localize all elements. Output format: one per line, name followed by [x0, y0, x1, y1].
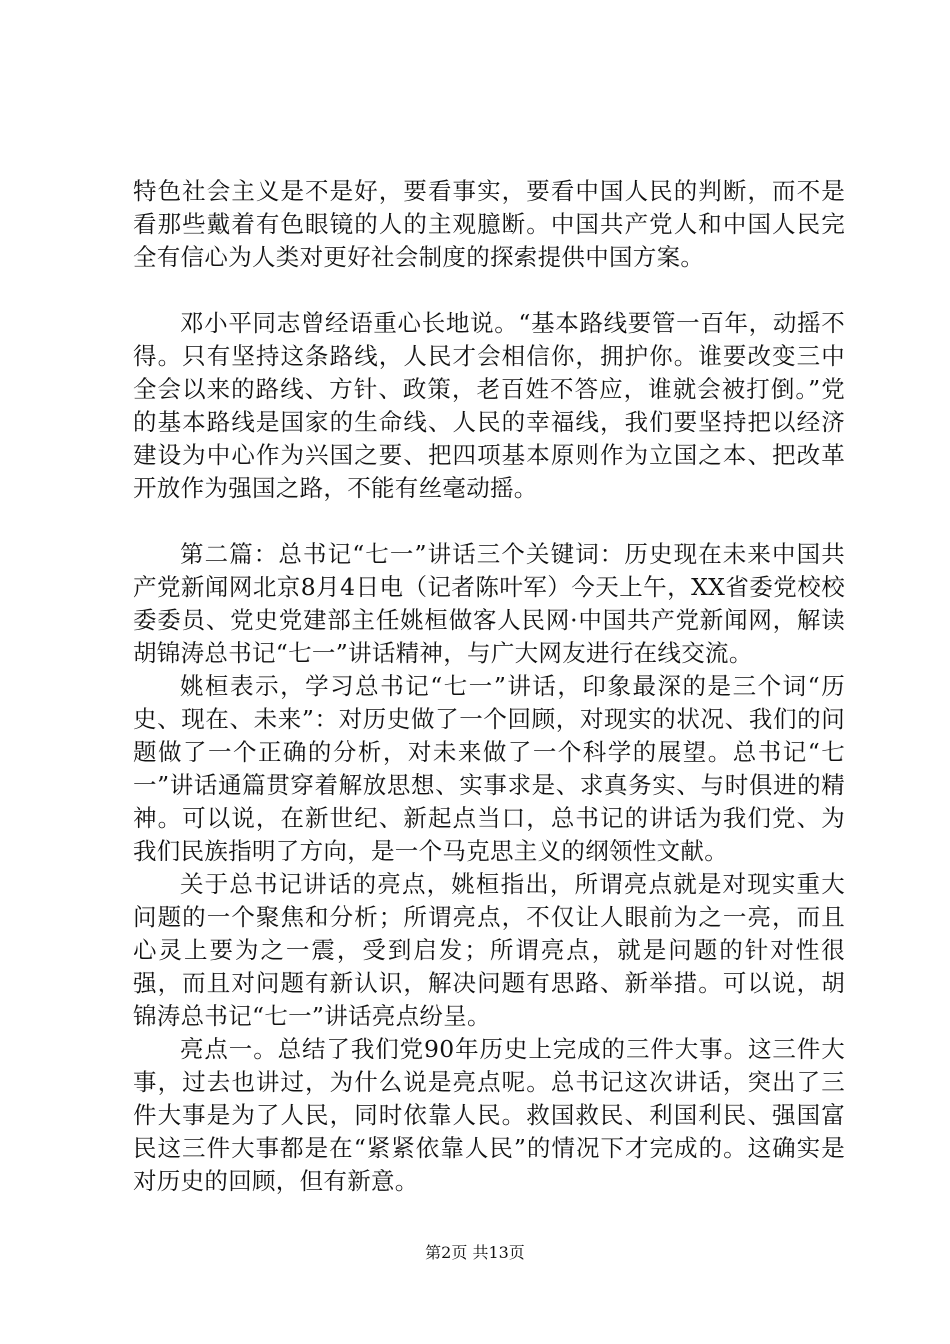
paragraph-section-two-intro: 第二篇：总书记“七一”讲话三个关键词：历史现在未来中国共产党新闻网北京8月4日电（记者陈叶军）今天上午，XX省委党校校委委员、党史党建部主任姚桓做客人民网·中国共产党新闻网，解读胡锦涛总书记“七一”讲话精神，与广大网友进行在线交流。: [133, 540, 845, 667]
paragraph-keywords: 姚桓表示，学习总书记“七一”讲话，印象最深的是三个词“历史、现在、未来”：对历史做了一个回顾，对现实的状况、我们的问题做了一个正确的分析，对未来做了一个科学的展望。总书记“七一”讲话通篇贯穿着解放思想、实事求是、求真务实、与时俱进的精神。可以说，在新世纪、新起点当口，总书记的讲话为我们党、为我们民族指明了方向，是一个马克思主义的纲领性文献。: [133, 672, 845, 865]
document-body: [133, 175, 845, 1198]
paragraph-gap: [133, 274, 845, 307]
paragraph-highlight-one: 亮点一。总结了我们党90年历史上完成的三件大事。这三件大事，过去也讲过，为什么说是亮点呢。总书记这次讲话，突出了三件大事是为了人民，同时依靠人民。救国救民、利国利民、强国富民这三件大事都是在“紧紧依靠人民”的情况下才完成的。这确实是对历史的回顾，但有新意。: [133, 1035, 845, 1195]
paragraph-gap: [133, 505, 845, 538]
page-footer: [0, 1243, 950, 1263]
page-number-indicator: 第2页 共13页: [425, 1243, 525, 1262]
paragraph-highlights: 关于总书记讲话的亮点，姚桓指出，所谓亮点就是对现实重大问题的一个聚焦和分析；所谓亮点，不仅让人眼前为之一亮，而且心灵上要为之一震，受到启发；所谓亮点，就是问题的针对性很强，而且对问题有新认识，解决问题有思路、新举措。可以说，胡锦涛总书记“七一”讲话亮点纷呈。: [133, 870, 845, 1030]
paragraph-continuation: 特色社会主义是不是好，要看事实，要看中国人民的判断，而不是看那些戴着有色眼镜的人的主观臆断。中国共产党人和中国人民完全有信心为人类对更好社会制度的探索提供中国方案。: [133, 177, 845, 271]
paragraph-deng-quote: 邓小平同志曾经语重心长地说。“基本路线要管一百年，动摇不得。只有坚持这条路线，人民才会相信你，拥护你。谁要改变三中全会以来的路线、方针、政策，老百姓不答应，谁就会被打倒。”党的基本路线是国家的生命线、人民的幸福线，我们要坚持把以经济建设为中心作为兴国之要、把四项基本原则作为立国之本、把改革开放作为强国之路，不能有丝毫动摇。: [133, 309, 845, 502]
